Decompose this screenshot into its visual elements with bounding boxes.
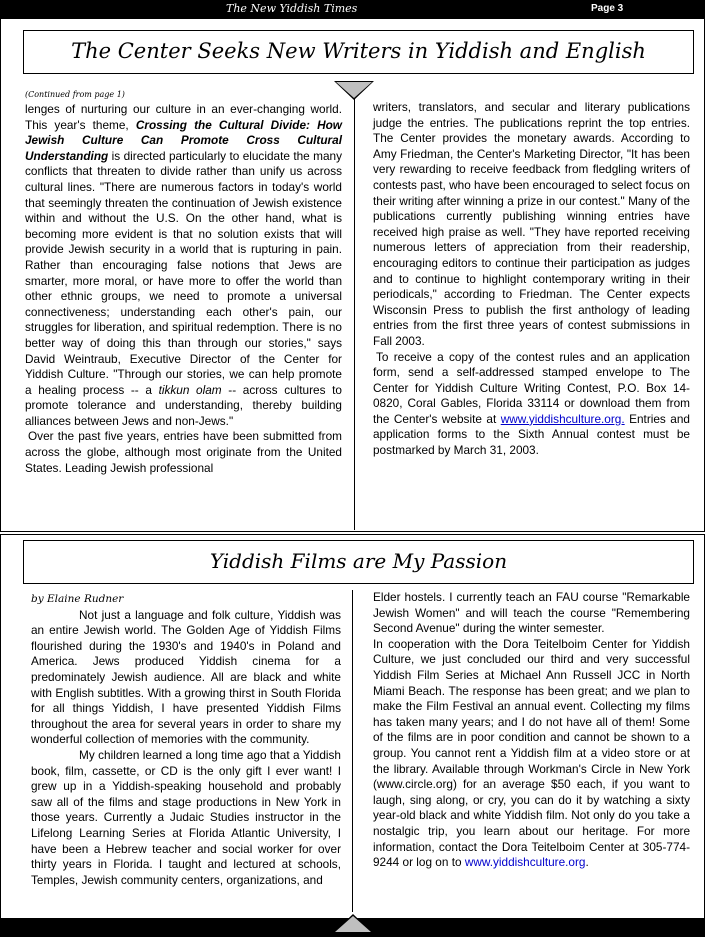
article2-left-paragraph-2: My children learned a long time ago that a Yiddish book, film, cassette, or CD is the only gift I ever want! I grew up in a Yiddish-speaking household and probably saw all of the films and stage productions in New York in those years. Currently a Judaic Studies instructor in the Lifelong Learning Series at Florida Atlantic University, I have been a Hebrew teacher and social worker for over thirty years in Florida. I taught and lectured at schools, Temples, Jewish community centers, organizations, and [31, 747, 341, 887]
yiddishculture-link[interactable]: www.yiddishculture.org. [500, 411, 625, 426]
article2-right-column [373, 590, 690, 871]
article1-right-column [373, 100, 690, 459]
page-number: Page 3 [591, 3, 624, 14]
article2-left-column [31, 592, 341, 888]
contest-theme: Crossing the Cultural Divide: How Jewish Culture Can Promote Cross Cultural Understanding [25, 117, 342, 163]
continued-note: (Continued from page 1) [25, 90, 125, 99]
article2-right-paragraph-2: In cooperation with the Dora Teitelboim Center for Yiddish Culture, we just concluded our third and very successful Yiddish Film Series at Michael Ann Russell JCC in North Miami Beach. The response has been great; and we plan to make the Film Festival an annual event. Collecting my films has taken many years; and I do not have all of them! Some of the films are in poor condition and cannot be shown to a group. You cannot rent a Yiddish film at a video store or at the library. Available through Workman's Circle in New York (www.circle.org) for an average $50 each, if you want to laugh, sing along, or cry, you can do it by watching a sixty year-old black and white Yiddish film. Not only do you take a nostalgic trip, you learn about our heritage. For more information, contact the Dora Teitelboim Center at 305-774-9244 or log on to www.yiddishculture.org. [373, 636, 690, 870]
yiddishculture-link-2[interactable]: www.yiddishculture.org [464, 855, 586, 870]
byline: by Elaine Rudner [31, 593, 124, 605]
article2-right-paragraph-1: Elder hostels. I currently teach an FAU course "Remarkable Jewish Women" and will teach the course "Remembering Second Avenue" during the winter semester. [373, 590, 690, 636]
publication-name: The New Yiddish Times [226, 2, 358, 15]
article1-right-paragraph-2: To receive a copy of the contest rules and an application form, send a self-addressed stamped envelope to The Center for Yiddish Culture Writing Contest, P.O. Box 14-0820, Coral Gables, Florida 33114 or download them from the Center's website at www.yiddishculture.org. Entries and application forms to the Sixth Annual contest must be postmarked by March 31, 2003. [373, 349, 690, 458]
article-title-films: Yiddish Films are My Passion [23, 540, 694, 584]
triangle-divider-inner-icon [336, 82, 372, 98]
tikkun-olam: tikkun olam [158, 382, 222, 397]
article2-left-paragraph-1: Not just a language and folk culture, Yiddish was an entire Jewish world. The Golden Age of Yiddish Films flourished during the 1930's and 1940's in Poland and America. Jews produced Yiddish cinema for a predominately Jewish audience. All are black and white with English subtitles. With a growing thirst in South Florida for all things Yiddish, I have presented Yiddish Films throughout the area for several years in order to share my wonderful collection of memories with the community. [31, 607, 341, 747]
header-bar [0, 0, 705, 18]
article-title-writers: The Center Seeks New Writers in Yiddish and English [23, 30, 694, 74]
triangle-footer-inner-icon [335, 916, 371, 932]
article1-left-paragraph-1: lenges of nurturing our culture in an ever-changing world. This year's theme, Crossing the Cultural Divide: How Jewish Culture Can Promote Cross Cultural Understanding is directed particularly to elucidate the many conflicts that threaten to divide rather than unify us across cultural lines. "There are numerous factors in today's world that seemingly threaten the continuation of Jewish existence within and without the U.S. On the other hand, what is becoming more evident is that no solution exists that will provide Jewish security in a world that is rupturing in pain. Rather than encouraging false notions that Jews are smarter, more moral, or have more to offer the world than other ethnic groups, we need to promote a universal connectiveness; understanding each other's pain, our struggles for liberation, and spiritual redemption. There is no better way of doing this than through our stories," says David Weintraub, Executive Director of the Center for Yiddish Culture. "Through our stories, we can help promote a healing process -- a tikkun olam -- across cultures to promote tolerance and understanding, thereby building alliances between Jews and non-Jews." [25, 102, 342, 428]
article1-right-paragraph-1: writers, translators, and secular and literary publications judge the entries. The publications reprint the top entries. The Center provides the monetary awards. According to Amy Friedman, the Center's Marketing Director, "It has been very rewarding to receive feedback from fledgling writers of contests past, who have been encouraged to select focus on their writing after winning a prize in our contest." Many of the publications currently publishing winning entries have received high praise as well. "They have reported receiving numerous letters of appreciation from their readership, encouraging editors to continue their participation as judges and to continue to highlight contemporary writing in their periodicals," according to Friedman. The Center expects Wisconsin Press to publish the first anthology of leading entries from the first three years of contest submissions in Fall 2003. [373, 100, 690, 348]
article1-left-paragraph-2: Over the past five years, entries have been submitted from across the globe, although most originate from the United States. Leading Jewish professional [25, 429, 342, 475]
column-divider-top [354, 99, 355, 530]
column-divider-bottom [352, 590, 353, 912]
article1-left-column [25, 102, 342, 476]
